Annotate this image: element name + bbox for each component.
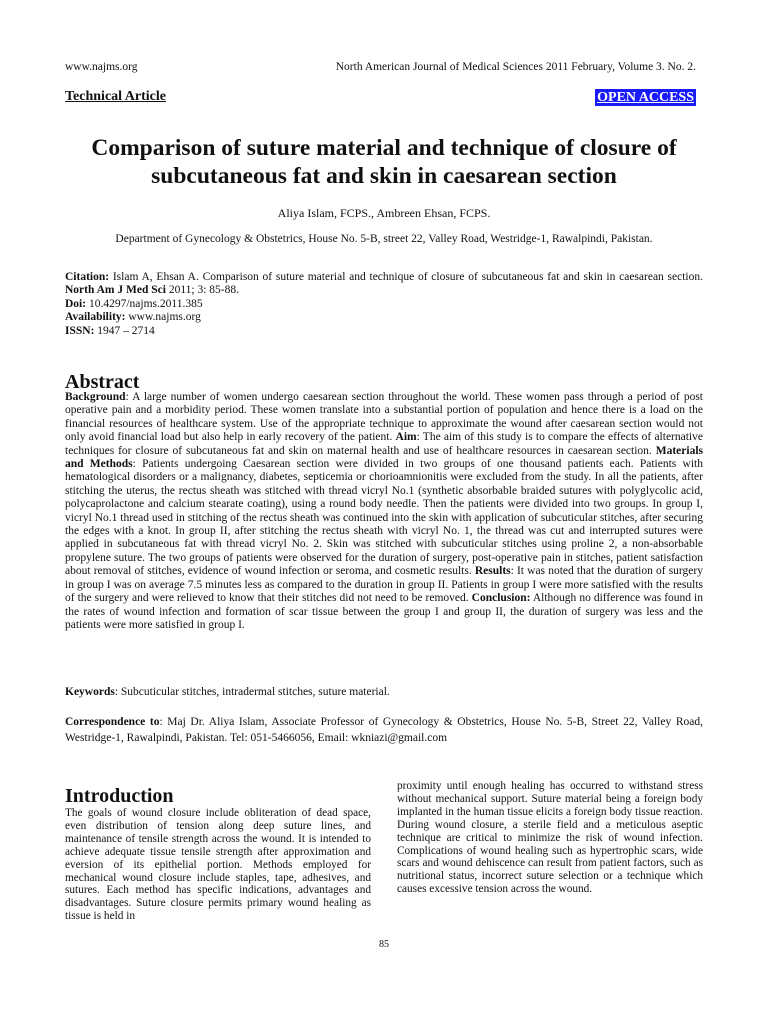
correspondence — [65, 714, 703, 746]
background-label: Background — [65, 391, 126, 403]
introduction-heading: Introduction — [65, 785, 174, 807]
citation-journal: North Am J Med Sci — [65, 284, 166, 297]
introduction-right-column: proximity until enough healing has occurred to withstand stress without mechanical support. Suture material being a foreign body implanted in the human tissue elicits a foreign body tissue reaction. During wound closure, a sterile field and a meticulous aseptic technique are critical to minimize the risk of wound infection. Complications of wound healing such as hypertrophic scars, wide scars and wound dehiscence can result from patient factors, such as nutritional status, incorrect suture selection or a technique which causes excessive tension across the wound. — [397, 780, 703, 896]
citation-text: Islam A, Ehsan A. Comparison of suture material and technique of closure of subcutaneous fat and skin in caesarean section. — [112, 271, 703, 283]
conclusion-text: Although no difference was found in the rates of wound infection and formation of scar tissue between the group I and group II, the duration of surgery was less and the patients were more satisfied in group I. — [65, 592, 703, 631]
article-title: Comparison of suture material and technique of closure of subcutaneous fat and skin in caesarean section — [91, 135, 677, 189]
page-number: 85 — [379, 939, 389, 950]
availability-line — [65, 311, 703, 324]
citation-block — [65, 271, 703, 338]
conclusion-label: Conclusion: — [471, 592, 531, 605]
keywords — [65, 686, 703, 699]
journal-header: North American Journal of Medical Sciences 2011 February, Volume 3. No. 2. — [335, 61, 696, 73]
citation-line — [65, 271, 703, 298]
authors: Aliya Islam, FCPS., Ambreen Ehsan, FCPS. — [277, 206, 491, 220]
doi-line — [65, 298, 703, 311]
methods-text: : Patients undergoing Caesarean section were divided in two groups of one thousand patients each. Patients with hematological disorders or a malignancy, diabetes, septicemia or chorioamnionitis were excluded from the study. In all the patients, after stitching the uterus, the rectus sheath was stitched with thread vicryl No.1 (synthetic absorbable braided sutures with polyglycolic acid, polycaprolactone and calcium stearate coating), using a round body needle. Then the patients were divided into two groups. In group I, vicryl No.1 thread used in stitching of the rectus sheath was continued into the skin with application of subcuticular stitches, after securing the edges with a knot. In group II, after stitching the rectus sheath with vicryl No. 1, the thread was cut and interrupted sutures were applied in subcutaneous fat with thread vicryl No. 2. Skin was stitched with subcuticular stitches using proline 2, a non-absorbable propylene suture. The two groups of patients were observed for the duration of surgery, post-operative pain in stitches, patient satisfaction about removal of stitches, evidence of wound infection or seroma, and cosmetic results. — [65, 458, 703, 578]
availability-value[interactable]: www.najms.org — [128, 311, 201, 324]
issn-line — [65, 325, 703, 338]
correspondence-label: Correspondence to — [65, 716, 160, 728]
introduction-left-column: The goals of wound closure include obliteration of dead space, even distribution of tension along deep suture lines, and maintenance of tensile strength across the wound. It is intended to achieve adequate tissue tensile strength after approximation and eversion of its epithelial portion. Methods employed for mechanical wound closure include staples, tape, adhesives, and sutures. Each method has specific indications, advantages and disadvantages. Suture closure permits primary wound healing as tissue is held in — [65, 807, 371, 923]
open-access-badge: OPEN ACCESS — [597, 90, 694, 105]
issn-value: 1947 – 2714 — [97, 324, 155, 337]
results-text: : It was noted that the duration of surgery in group I was on average 7.5 minutes less as compared to the duration in group II. Patients in group I were more satisfied with the results of the surgery and were relieved to know that their stitches did not need to be removed. — [65, 565, 703, 605]
keywords-label: Keywords — [65, 686, 115, 698]
section-label: Technical Article — [65, 89, 166, 104]
citation-label: Citation: — [65, 271, 110, 283]
background-text: : A large number of women undergo caesarean section throughout the world. These women pass through a period of post operative pain and a morbidity period. These women translate into a substantial portion of population and hence there is a load on the financial resources of healthcare system. Use of the appropriate technique to approximate the wound after caesarean section would not only avoid financial load but also help in early recovery of the patient. — [65, 391, 703, 444]
abstract-heading: Abstract — [65, 371, 140, 393]
availability-label: Availability: — [65, 311, 126, 324]
results-label: Results — [474, 565, 511, 578]
affiliation: Department of Gynecology & Obstetrics, House No. 5-B, street 22, Valley Road, Westridge-1, Rawalpindi, Pakistan. — [115, 233, 653, 245]
abstract-body — [65, 391, 703, 632]
citation-volume: 2011; 3: 85-88. — [168, 284, 239, 297]
issn-label: ISSN: — [65, 324, 95, 337]
methods-label: Materials and Methods — [65, 444, 703, 471]
keywords-text: : Subcuticular stitches, intradermal stitches, suture material. — [114, 686, 390, 698]
aim-label: Aim — [395, 431, 417, 444]
doi-value[interactable]: 10.4297/najms.2011.385 — [88, 297, 203, 310]
doi-label: Doi: — [65, 297, 87, 310]
aim-text: : The aim of this study is to compare the effects of alternative techniques for closure of subcutaneous fat and skin on maternal health and use of healthcare resources in caesarean section. — [65, 431, 703, 457]
correspondence-text: : Maj Dr. Aliya Islam, Associate Professor of Gynecology & Obstetrics, House No. 5-B, Street 22, Valley Road, Westridge-1, Rawalpindi, Pakistan. Tel: 051-5466056, Email: wkniazi@gmail.com — [65, 716, 703, 744]
site-url[interactable]: www.najms.org — [65, 61, 138, 73]
